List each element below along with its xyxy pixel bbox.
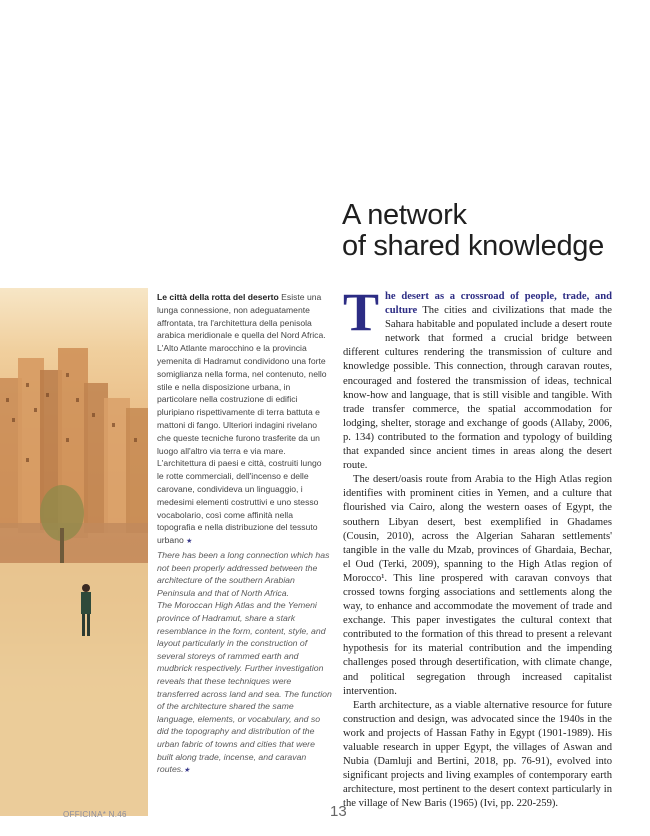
page-number: 13	[330, 803, 347, 820]
italian-abstract	[157, 291, 329, 549]
italian-lead: Le città della rotta del deserto	[157, 292, 279, 302]
photo-desert-city	[0, 288, 148, 816]
journal-name: OFFICINA* N.46	[63, 810, 127, 819]
end-star-icon: ★	[186, 538, 193, 546]
paragraph-2: The desert/oasis route from Arabia to the High Atlas region identifies with prominent cities in Yemen, and a culture that flourished via Cairo, along the western oases of Egypt, the southern Libyan desert, best exemplified in Ghadames (Cousin, 2010), across the Algerian Saharan settlements' tangible in the valle du Mzab, provinces of Ghardaia, Bechar, el Oud (Terki, 2009), spanning to the High Atlas region of Morocco¹. This line prospered with caravan convoys that crossed towns forging associations and settlements along the way, to enhance and accommodate the movement of trade and exchange. This paper investigates the cultural context that contributed to the formation of this thread to present a relevant hypothesis for its material contribution and the impending challenges posed through desertification, with climate change, and political segregation through increased capitalist intervention.	[343, 474, 612, 697]
italian-abstract-text: Esiste una lunga connessione, non adeguatamente affrontata, tra l'architettura della penisola arabica meridionale e quella del Nord Africa. L'Alto Atlante marocchino e la provincia yemenita di Hadramut condividono una forte somiglianza nella forma, nel contenuto, nello stile e nella disposizione urbana, in particolare nella costruzione di edifici pluripiano rispettivamente di terra battuta e mattoni di fango. Ulteriori indagini rivelano che queste tecniche furono trasferite da un luogo all'altro via terra e via mare. L'architettura di paesi e città, costruiti lungo le rotte commerciali, dell'incenso e delle carovane, condivideva un linguaggio, i medesimi elementi costruttivi e uno stesso vocabolario, così come affinità nella topografia e nella distribuzione del tessuto urbano	[157, 292, 327, 546]
english-abstract-p1: There has been a long connection which has not been properly addressed between the architecture of the southern Arabian Peninsula and that of North Africa.	[157, 550, 330, 598]
title-line-1: A network	[342, 199, 467, 231]
section-heading: he desert as a crossroad of people, trade, and culture	[385, 291, 612, 317]
english-abstract-p2: The Moroccan High Atlas and the Yemeni province of Hadramut, share a stark resemblance in the form, content, style, and layout particularly in the construction of several storeys of rammed earth and mudbrick respectively. Further investigation reveals that these techniques were transferred across land and sea. The function of the architecture shared the same language, elements, or vocabulary, and so did the topography and distribution of the urban fabric of towns and cities that were built along trade, incense, and caravan routes.	[157, 600, 332, 775]
title-line-2: of shared knowledge	[342, 230, 604, 262]
desert-city-illustration	[0, 288, 148, 816]
english-abstract	[157, 549, 332, 778]
paragraph-3: Earth architecture, as a viable alternative resource for future construction and design, was advocated since the 1940s in the work and projects of Hassan Fathy in Egypt (1901-1989). His valuable research in upper Egypt, the villages of Aswan and Nubia (Damluji and Bertini, 2018, pp. 76-91), evolved into significant projects and living examples of contemporary earth architecture, most pertinent to the desert context particularly in the village of New Baris (1965) (Ivi, pp. 220-259).	[343, 699, 612, 810]
article-title	[342, 200, 642, 262]
end-star-icon: ★	[183, 767, 190, 775]
main-article-text	[343, 282, 612, 811]
paragraph-1: The cities and civilizations that made the Sahara habitable and populated include a desert route network that formed a crucial bridge between different cultures rendering the transmission of culture and knowledge possible. This connection, through caravan routes, encouraged and fostered the transmission of ideas, technical know-how and language, that is still visible and tangible. With trade transfer commerce, the spatial accommodation for lodging, shelter, storage and exchange of goods (Allaby, 2006, p. 134) contributed to the formation and typology of building that expanded since ancient times in areas along the desert route.	[343, 305, 612, 472]
drop-cap: T	[343, 282, 380, 342]
